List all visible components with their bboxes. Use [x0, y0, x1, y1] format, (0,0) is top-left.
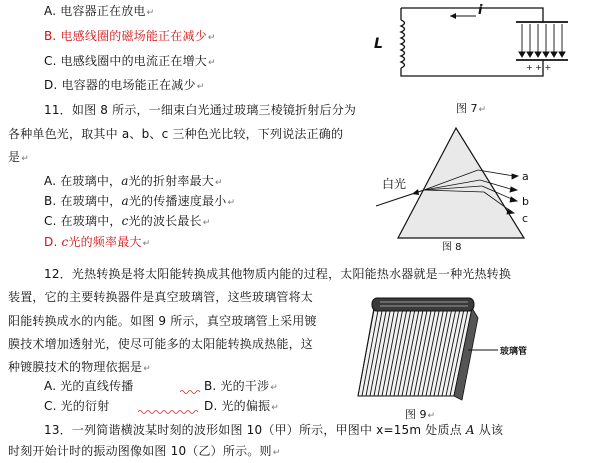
- circuit-wire-bottom: [401, 60, 543, 76]
- q12-option-c: C. 光的衍射: [44, 399, 110, 413]
- figure-8-prism: [372, 126, 572, 256]
- q11-stem-line2: 各种单色光，取其中 a、b、c 三种色光比较，下列说法正确的: [8, 127, 344, 141]
- figure-7-caption: 图 7↵: [456, 102, 487, 115]
- water-tank-header: [372, 298, 474, 311]
- q12-stem-line5: 种镀膜技术的物理依据是↵: [8, 360, 151, 374]
- q11-stem-line1: 11．如图 8 所示，一细束白光通过玻璃三棱镜折射后分为: [44, 103, 357, 117]
- q11-option-b: B. 在玻璃中，a光的传播速度最小↵: [44, 194, 236, 208]
- spellcheck-squiggle: [180, 389, 202, 394]
- spellcheck-squiggle: [138, 409, 200, 414]
- q13-stem-line1: 13．一列简谐横波某时刻的波形如图 10（甲）所示，甲图中 x=15m 处质点 A 从该: [44, 423, 504, 437]
- q11-option-c: C. 在玻璃中，c光的波长最长↵: [44, 214, 211, 228]
- q12-option-b: B. 光的干涉↵: [204, 379, 279, 393]
- figure-7-lc-circuit: [368, 0, 568, 100]
- inductor-coil: [401, 20, 405, 68]
- ray-label-c: c: [522, 212, 529, 225]
- q12-stem-line2: 装置，它的主要转换器件是真空玻璃管，这些玻璃管将太: [8, 290, 314, 304]
- white-light-label: 白光: [382, 177, 407, 191]
- q10-option-a: A. 电容器正在放电↵: [44, 4, 155, 18]
- q12-stem-line3: 阳能转换成水的内能。如图 9 所示，真空玻璃管上采用镀: [8, 314, 317, 328]
- q10-option-c: C. 电感线圈中的电流正在增大↵: [44, 54, 216, 68]
- q11-option-d: D. c光的频率最大↵: [44, 235, 151, 249]
- q10-option-d: D. 电容器的电场能正在减少↵: [44, 78, 205, 92]
- q11-option-a: A. 在玻璃中，a光的折射率最大↵: [44, 174, 223, 188]
- tube-label: 玻璃管: [500, 347, 528, 357]
- ray-label-a: a: [522, 170, 529, 183]
- figure-9-solar-heater: [350, 296, 550, 408]
- circuit-wire-top: [401, 8, 543, 22]
- figure-8-caption: 图 8: [442, 242, 462, 253]
- current-label-i: i: [478, 3, 483, 18]
- q12-option-a: A. 光的直线传播: [44, 379, 134, 393]
- q12-option-d: D. 光的偏振↵: [204, 399, 280, 413]
- inductor-label-L: L: [374, 36, 383, 52]
- ray-label-b: b: [522, 195, 529, 208]
- q12-stem-line1: 12．光热转换是将太阳能转换成其他物质内能的过程，太阳能热水器就是一种光热转换: [44, 267, 512, 281]
- q11-stem-line3: 是↵: [8, 150, 29, 164]
- plate-charge-signs: + + +: [526, 63, 552, 72]
- electric-field-lines: [519, 24, 565, 57]
- q13-stem-line2: 时刻开始计时的振动图像如图 10（乙）所示。则↵: [8, 444, 281, 458]
- q10-option-b: B. 电感线圈的磁场能正在减少↵: [44, 29, 216, 43]
- glass-tube-array: [358, 308, 478, 400]
- q12-stem-line4: 膜技术增加透射光，使尽可能多的太阳能转换成热能，这: [8, 337, 314, 351]
- figure-9-caption: 图 9↵: [405, 408, 436, 421]
